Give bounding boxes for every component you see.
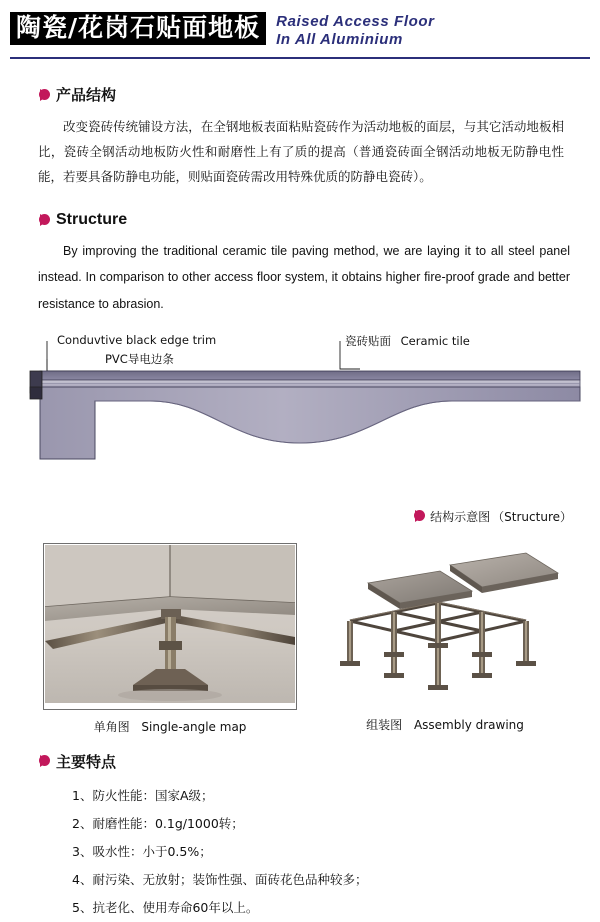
page-header xyxy=(0,0,600,62)
section-heading-structure xyxy=(40,211,600,229)
list-item: 4、耐污染、无放射；装饰性强、面砖花色品种较多； xyxy=(72,872,368,888)
arrow-bullet-icon xyxy=(40,214,49,226)
section-title-main-features: 主要特点 xyxy=(56,752,117,771)
photo-caption-assembly xyxy=(330,716,560,733)
structure-diagram xyxy=(0,331,600,506)
diagram-caption-en: （Structure） xyxy=(492,509,572,524)
section-title-structure: Structure xyxy=(56,211,128,228)
diagram-label-conductive-trim: Conduvtive black edge trim xyxy=(57,332,217,347)
photo-caption-single-angle xyxy=(43,718,297,735)
diagram-label-pvc-edge: PVC导电边条 xyxy=(105,351,174,366)
list-item: 2、耐磨性能：0.1g/1000转； xyxy=(72,815,244,831)
section-heading-product-structure xyxy=(40,84,600,105)
diagram-caption xyxy=(0,508,572,525)
structure-diagram-svg xyxy=(0,331,600,491)
diagram-label-ceramic-tile xyxy=(345,333,470,349)
photo-gallery xyxy=(43,543,560,735)
single-angle-pedestal-photo xyxy=(45,545,295,703)
main-features-list xyxy=(72,782,600,922)
photo-caption-assembly-en: Assembly drawing xyxy=(413,717,524,732)
header-title-en-line1: Raised Access Floor xyxy=(276,13,435,30)
photo-card-assembly xyxy=(330,543,560,735)
diagram-caption-cn: 结构示意图 xyxy=(430,509,491,524)
header-divider xyxy=(10,57,590,59)
header-title-en-line2: In All Aluminium xyxy=(276,31,403,49)
photo-card-single-angle xyxy=(43,543,297,735)
section-title-product-structure: 产品结构 xyxy=(56,86,117,104)
paragraph-structure-en: By improving the traditional ceramic tile paving method, we are laying it to all steel panel instead. In comparison to other access floor system, it obtains higher fire-proof grade and better resistance to abrasion. xyxy=(38,244,570,311)
diagram-label-ceramic-tile-cn: 瓷砖贴面 xyxy=(345,333,391,348)
list-item: 5、抗老化、使用寿命60年以上。 xyxy=(72,900,259,916)
photo-frame-single-angle xyxy=(43,543,297,710)
assembly-drawing-photo xyxy=(330,543,560,703)
list-item: 1、防火性能：国家A级； xyxy=(72,787,214,803)
header-title-en xyxy=(276,13,434,50)
header-title-cn: 陶瓷/花岗石贴面地板 xyxy=(10,12,266,45)
paragraph-product-structure-cn: 改变瓷砖传统铺设方法，在全钢地板表面粘贴瓷砖作为活动地板的面层，与其它活动地板相比，瓷砖全钢活动地板防火性和耐磨性上有了质的提高（普通瓷砖面全钢活动地板无防静电性能，若要具备防静电功能，则贴面瓷砖需改用特殊优质的防静电瓷砖）。 xyxy=(38,119,564,184)
arrow-bullet-icon xyxy=(415,510,424,522)
photo-caption-single-angle-en: Single-angle map xyxy=(141,719,247,734)
photo-caption-single-angle-cn: 单角图 xyxy=(93,719,130,734)
arrow-bullet-icon xyxy=(40,89,49,101)
section-main-features xyxy=(0,751,600,922)
arrow-bullet-icon xyxy=(40,755,49,767)
list-item: 3、吸水性：小于0.5%； xyxy=(72,844,212,859)
diagram-label-ceramic-tile-en: Ceramic tile xyxy=(400,333,470,348)
section-heading-main-features xyxy=(40,751,600,772)
photo-caption-assembly-cn: 组装图 xyxy=(366,717,403,732)
